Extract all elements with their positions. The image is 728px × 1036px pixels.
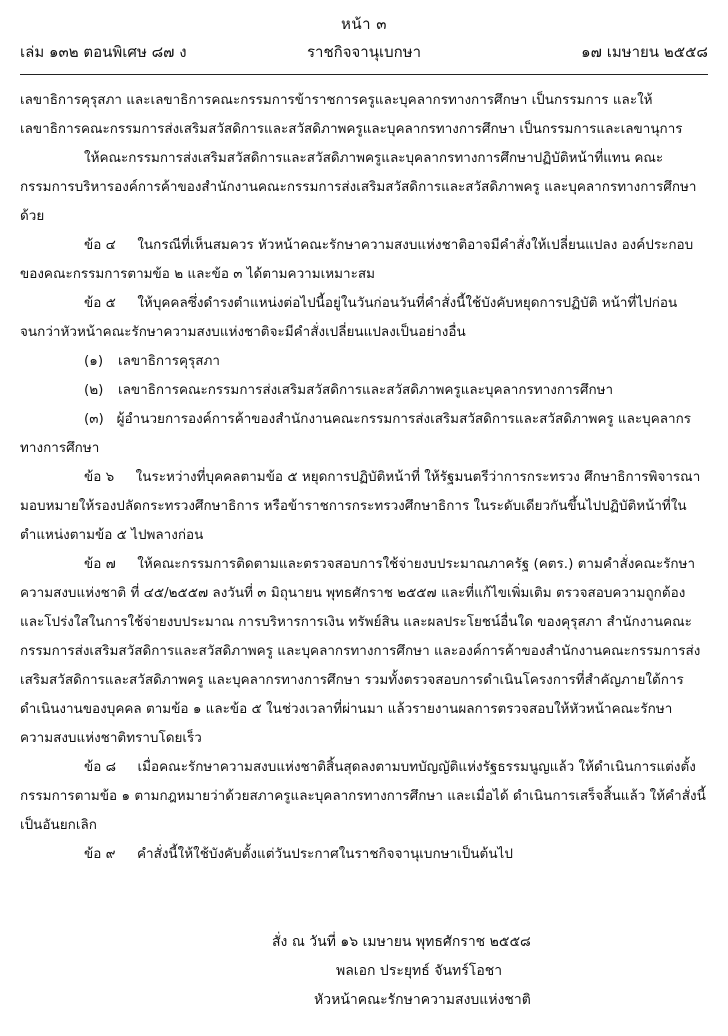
signature-block xyxy=(0,928,728,1015)
item-marker: (๒) xyxy=(84,382,104,398)
clause-6-label: ข้อ ๖ xyxy=(84,469,115,485)
clause-8-label: ข้อ ๘ xyxy=(84,759,117,775)
gazette-header xyxy=(20,40,708,64)
item-marker: (๓) xyxy=(84,411,104,427)
signer-position: หัวหน้าคณะรักษาความสงบแห่งชาติ xyxy=(314,992,531,1008)
clause-4 xyxy=(20,231,708,289)
page-number: หน้า ๓ xyxy=(340,15,388,33)
clause-9-text: คำสั่งนี้ให้ใช้บังคับตั้งแต่วันประกาศในราชกิจจานุเบกษาเป็นต้นไป xyxy=(136,846,513,862)
clause-6-text: ในระหว่างที่บุคคลตามข้อ ๕ หยุดการปฏิบัติหน้าที่ ให้รัฐมนตรีว่าการกระทรวง ศึกษาธิการพิจารณามอบหมายให้รองปลัดกระทรวงศึกษาธิการ หรือข้าราชการกระทรวงศึกษาธิการ ในระดับเดียวกันขึ้นไปปฏิบัติหน้าที่ในตำแหน่งตามข้อ ๕ ไปพลางก่อน xyxy=(20,469,701,543)
clause-5-item-1 xyxy=(20,347,708,376)
signer-name: พลเอก ประยุทธ์ จันทร์โอชา xyxy=(336,963,503,979)
clause-6 xyxy=(20,463,708,550)
paragraph-continued: เลขาธิการคุรุสภา และเลขาธิการคณะกรรมการข้าราชการครูและบุคลากรทางการศึกษา เป็นกรรมการ และให้เลขาธิการคณะกรรมการส่งเสริมสวัสดิการและสวัสดิภาพครูและบุคลากรทางการศึกษา เป็นกรรมการและเลขานุการ xyxy=(20,92,683,137)
signature-date: สั่ง ณ วันที่ ๑๖ เมษายน พุทธศักราช ๒๕๕๘ xyxy=(272,934,531,950)
publication-title: ราชกิจจานุเบกษา xyxy=(306,43,422,61)
publication-date: ๑๗ เมษายน ๒๕๕๘ xyxy=(581,43,708,61)
item-text: เลขาธิการคุรุสภา xyxy=(118,353,220,369)
clause-4-text: ในกรณีที่เห็นสมควร หัวหน้าคณะรักษาความสงบแห่งชาติอาจมีคำสั่งให้เปลี่ยนแปลง องค์ประกอบของคณะกรรมการตามข้อ ๒ และข้อ ๓ ได้ตามความเหมาะสม xyxy=(20,237,694,282)
header-divider xyxy=(20,74,708,75)
clause-9-label: ข้อ ๙ xyxy=(84,846,116,862)
clause-5 xyxy=(20,289,708,347)
clause-9 xyxy=(20,840,708,869)
item-text: เลขาธิการคณะกรรมการส่งเสริมสวัสดิการและสวัสดิภาพครูและบุคลากรทางการศึกษา xyxy=(118,382,614,398)
clause-5-label: ข้อ ๕ xyxy=(84,295,116,311)
clause-5-item-2 xyxy=(20,376,708,405)
clause-7 xyxy=(20,550,708,753)
document-body xyxy=(20,86,708,869)
clause-5-item-3 xyxy=(20,405,708,463)
clause-8 xyxy=(20,753,708,840)
paragraph-committee-duty: ให้คณะกรรมการส่งเสริมสวัสดิการและสวัสดิภาพครูและบุคลากรทางการศึกษาปฏิบัติหน้าที่แทน คณะกรรมการบริหารองค์การค้าของสำนักงานคณะกรรมการส่งเสริมสวัสดิการและสวัสดิภาพครู และบุคลากรทางการศึกษาด้วย xyxy=(20,150,697,224)
clause-5-text: ให้บุคคลซึ่งดำรงตำแหน่งต่อไปนี้อยู่ในวันก่อนวันที่คำสั่งนี้ใช้บังคับหยุดการปฏิบัติ หน้าที่ไปก่อนจนกว่าหัวหน้าคณะรักษาความสงบแห่งชาติจะมีคำสั่งเปลี่ยนแปลงเป็นอย่างอื่น xyxy=(20,295,678,340)
clause-7-label: ข้อ ๗ xyxy=(84,556,116,572)
clause-8-text: เมื่อคณะรักษาความสงบแห่งชาติสิ้นสุดลงตามบทบัญญัติแห่งรัฐธรรมนูญแล้ว ให้ดำเนินการแต่งตั้งกรรมการตามข้อ ๑ ตามกฎหมายว่าด้วยสภาครูและบุคลากรทางการศึกษา และเมื่อได้ ดำเนินการเสร็จสิ้นแล้ว ให้คำสั่งนี้เป็นอันยกเลิก xyxy=(20,759,706,833)
item-text: ผู้อำนวยการองค์การค้าของสำนักงานคณะกรรมการส่งเสริมสวัสดิการและสวัสดิภาพครู และบุคลากรทางการศึกษา xyxy=(20,411,692,456)
volume-issue: เล่ม ๑๓๒ ตอนพิเศษ ๘๗ ง xyxy=(20,43,187,61)
item-marker: (๑) xyxy=(84,353,104,369)
clause-4-label: ข้อ ๔ xyxy=(84,237,116,253)
clause-7-text: ให้คณะกรรมการติดตามและตรวจสอบการใช้จ่ายงบประมาณภาครัฐ (คตร.) ตามคำสั่งคณะรักษาความสงบแห่งชาติ ที่ ๔๕/๒๕๕๗ ลงวันที่ ๓ มิถุนายน พุทธศักราช ๒๕๕๗ และที่แก้ไขเพิ่มเติม ตรวจสอบความถูกต้องและโปร่งใสในการใช้จ่ายงบประมาณ การบริหารการเงิน ทรัพย์สิน และผลประโยชน์อื่นใด ของคุรุสภา สำนักงานคณะกรรมการส่งเสริมสวัสดิการและสวัสดิภาพครู และบุคลากรทางการศึกษา และองค์การค้าของสำนักงานคณะกรรมการส่งเสริมสวัสดิการและสวัสดิภาพครู และบุคลากรทางการศึกษา รวมทั้งตรวจสอบการดำเนินโครงการที่สำคัญภายใต้การดำเนินงานของบุคคล ตามข้อ ๑ และข้อ ๕ ในช่วงเวลาที่ผ่านมา แล้วรายงานผลการตรวจสอบให้หัวหน้าคณะรักษา ความสงบแห่งชาติทราบโดยเร็ว xyxy=(20,556,701,746)
